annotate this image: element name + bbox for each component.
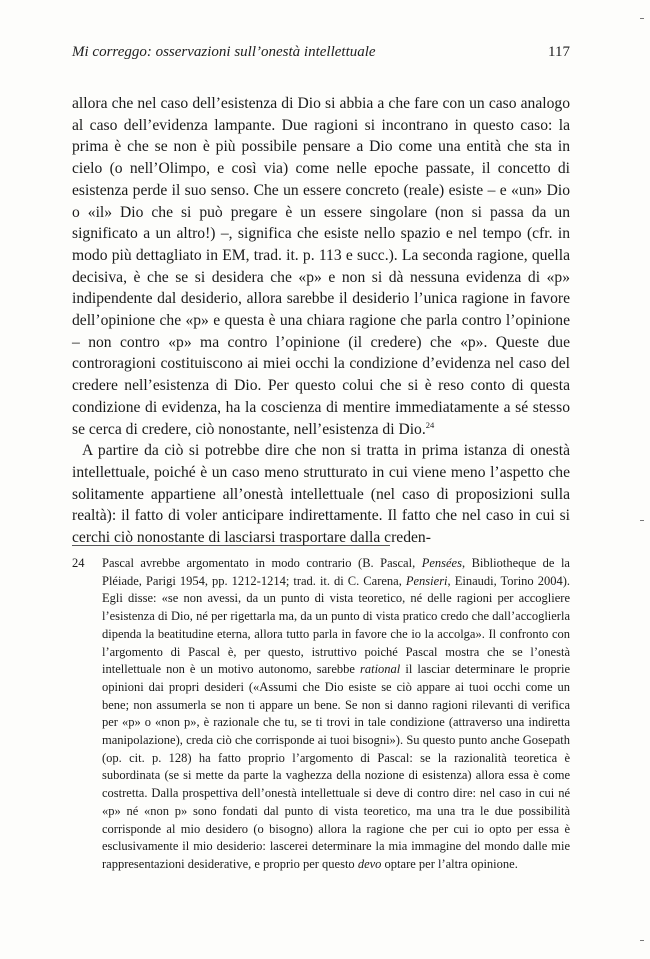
main-text (72, 93, 570, 549)
edge-mark-bottom (640, 940, 644, 941)
footnote-title-pensieri: Pensieri (405, 573, 448, 588)
footnote-text-4: il lasciar determinare le proprie opinioni dai propri desideri («Assumi che Dio esiste se ciò appare ai tuoi occhi come un bene; non assumerla se non ti appare un bene. Se non si danno ragioni rilevanti di verifica per «p» o «non p», è razionale che tu, se ti trovi in tale condizione (attraverso una indiretta manipolazione), creda ciò che corrisponde ai tuoi bisogni»). Su questo punto anche Gosepath (op. cit. p. 128) ha fatto proprio l’argomento di Pascal: se la razionalità teoretica è subordinata (se si mette da parte la vaghezza della nozione di esistenza) allora essa è come costretta. Dalla prospettiva dell’onestà intellettuale si deve di contro dire: nel caso in cui né «p» né «non p» sono fondati dal punto di vista teoretico, ma una tra le due possibilità corrisponde al mio desidero (o bisogno) allora la ragione che per cui io opto per essa è esclusivamente il mio desiderio: lascerei determinare la mia immagine del mondo dalle mie rappresentazioni desiderative, e proprio per questo (102, 662, 570, 871)
edge-mark-top (640, 18, 644, 19)
footnote-divider (72, 545, 390, 546)
footnote-term-devo: devo (357, 856, 382, 871)
footnote-text-1: Pascal avrebbe argomentato in modo contrario (B. Pascal, (102, 556, 422, 570)
edge-mark-middle (640, 520, 644, 521)
paragraph-1 (72, 93, 570, 440)
footnote-term-rational: rational (359, 662, 401, 677)
footnote-ref-24[interactable]: 24 (425, 419, 435, 430)
footnote-text-3: , Einaudi, Torino 2004). Egli disse: «se non avessi, da un punto di vista teoretico, né delle ragioni per accogliere l’esistenza di Dio, né per rigettarla ma, da un punto di vista pratico credo che dall’accoglierla dipenda la beatitudine eterna, allora tutto parla in favore che io la accolga». Il confronto con l’argomento di Pascal è, per questo, istruttivo poiché Pascal mostra che se l’onestà intellettuale non è un motivo autonomo, sarebbe (102, 573, 570, 677)
paragraph-1-text: allora che nel caso dell’esistenza di Dio si abbia a che fare con un caso analogo al caso dell’evidenza lampante. Due ragioni si incontrano in questo caso: la prima è che se non è più possibile pensare a Dio come una entità che sta in cielo (o nell’Olimpo, e così via) come nelle epoche passate, il concetto di esistenza perde il suo senso. Che un essere concreto (reale) esiste – e «un» Dio o «il» Dio che si può pregare è un essere singolare (non si passa da un significato a un altro!) –, significa che esiste nello spazio e nel tempo (cfr. in modo più dettagliato in EM, trad. it. p. 113 e succ.). La seconda ragione, quella decisiva, è che se si desidera che «p» e non si dà nessuna evidenza di «p» indipendente dal desiderio, allora sarebbe il desiderio l’unica ragione in favore dell’opinione che «p» e questa è una chiara ragione che parla contro l’opinione – non contro «p» ma contro l’opinione (il credere) che «p». Queste due controragioni costituiscono ai miei occhi la condizione d’evidenza nel caso del credere nell’esistenza di Dio. Per questo colui che si è reso conto di questa condizione di evidenza, ha la coscienza di mentire immediatamente a sé stesso se cerca di credere, ciò nonostante, nell’esistenza di Dio. (72, 95, 570, 438)
running-title: Mi correggo: osservazioni sull’onestà intellettuale (72, 44, 376, 60)
footnote-number: 24 (72, 556, 85, 570)
page-number: 117 (548, 44, 570, 60)
running-header (72, 44, 570, 66)
footnote-text-2: , Bibliotheque de la Pléiade, Parigi 1954, pp. 1212-1214; trad. it. di C. Carena, (102, 556, 570, 588)
paragraph-2: A partire da ciò si potrebbe dire che non si tratta in prima istanza di onestà intellettuale, poiché è un caso meno strutturato in cui viene meno l’aspetto che solitamente appartiene all’onestà intellettuale (nel caso di proposizioni sulla realtà): il fatto di voler anticipare indirettamente. Il fatto che nel caso in cui si cerchi ciò nonostante di lasciarsi trasportare dalla creden- (72, 442, 570, 547)
footnote-text (102, 555, 570, 874)
footnote-24 (72, 555, 570, 874)
footnote-title-pensees: Pensées (421, 556, 462, 570)
footnote-text-5: optare per l’altra opinione. (381, 856, 518, 871)
